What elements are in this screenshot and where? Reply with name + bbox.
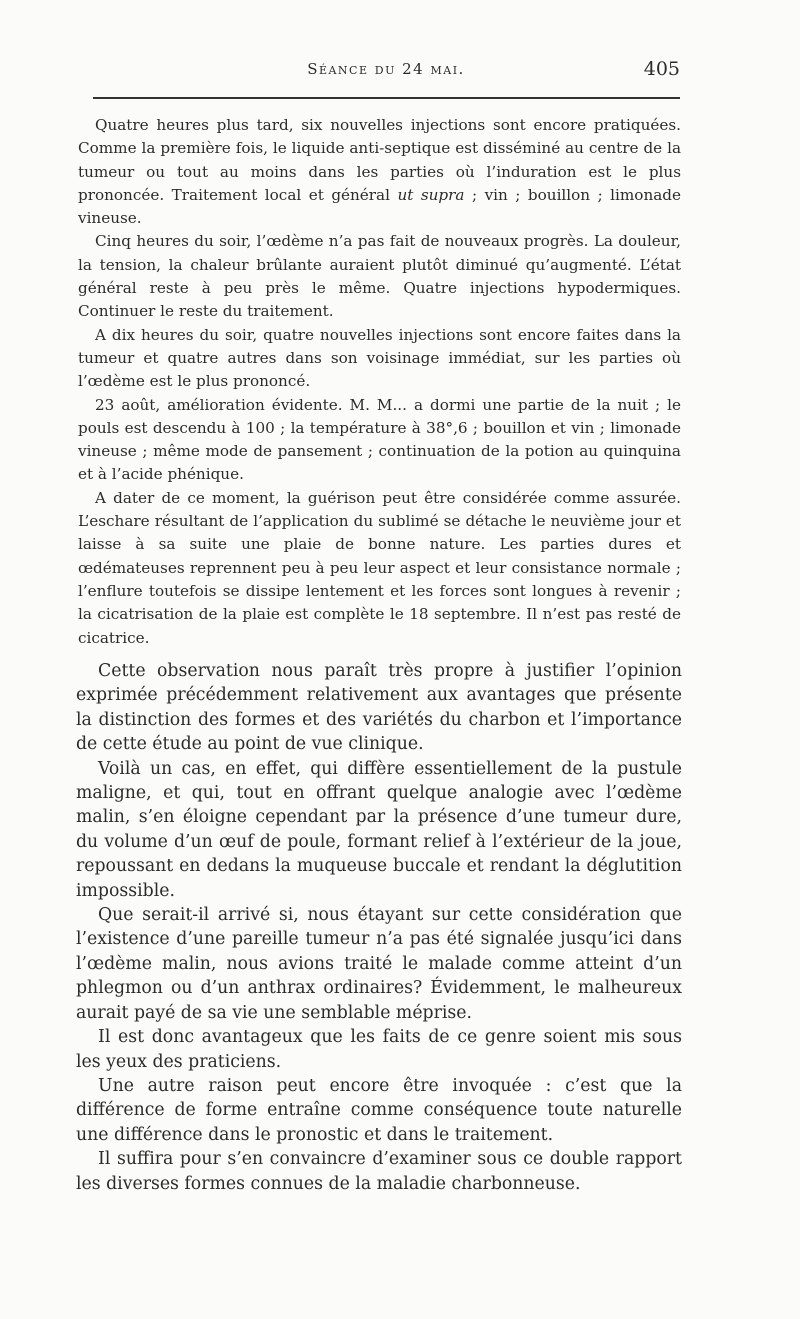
observation-paragraph: 23 août, amélioration évidente. M. M... a dormi une partie de la nuit ; le pouls est descendu à 100 ; la température à 38°,6 ; bouillon et vin ; limonade vineuse ; même mode de pansement ; continuation de la potion au quinquina et à l’acide phénique. (78, 395, 681, 484)
discussion-paragraph: Une autre raison peut encore être invoquée : c’est que la différence de forme entraîne comme conséquence toute naturelle une différence dans le pronostic et dans le traitement. (76, 1075, 682, 1145)
discussion-paragraph: Que serait-il arrivé si, nous étayant sur cette considération que l’existence d’une pareille tumeur n’a pas été signalée jusqu’ici dans l’œdème malin, nous avions traité le malade comme atteint d’un phlegmon ou d’un anthrax ordinaires? Évidemment, le malheureux aurait payé de sa vie une semblable méprise. (76, 905, 682, 1023)
observation-paragraph: A dater de ce moment, la guérison peut être considérée comme assurée. L’eschare résultant de l’application du sublimé se détache le neuvième jour et laisse à sa suite une plaie de bonne nature. Les parties dures et œdémateuses reprennent peu à peu leur aspect et leur consistance normale ; l’enflure toutefois se dissipe lentement et les forces sont longues à revenir ; la cicatrisation de la plaie est complète le 18 septembre. Il n’est pas resté de cicatrice. (78, 488, 681, 647)
header-rule (93, 97, 680, 99)
discussion-text (76, 659, 682, 1196)
page-header (92, 60, 680, 88)
discussion-paragraph: Cette observation nous paraît très propre à justifier l’opinion exprimée précédemment relativement aux avantages que présente la distinction des formes et des variétés du charbon et l’importance de cette étude au point de vue clinique. (76, 661, 682, 755)
observation-text (78, 114, 681, 650)
observation-paragraph: Quatre heures plus tard, six nouvelles injections sont encore pratiquées. Comme la première fois, le liquide anti-septique est disséminé au centre de la tumeur ou tout au moins dans les parties où l’induration est le plus prononcée. Traitement local et général ut supra ; vin ; bouillon ; limonade vineuse. (78, 116, 681, 228)
discussion-paragraph: Il suffira pour s’en convaincre d’examiner sous ce double rapport les diverses formes connues de la maladie charbonneuse. (76, 1149, 682, 1194)
discussion-paragraph: Il est donc avantageux que les faits de ce genre soient mis sous les yeux des praticiens. (76, 1027, 682, 1072)
observation-paragraph: A dix heures du soir, quatre nouvelles injections sont encore faites dans la tumeur et quatre autres dans son voisinage immédiat, sur les parties où l’œdème est le plus prononcé. (78, 325, 681, 391)
discussion-paragraph: Voilà un cas, en effet, qui diffère essentiellement de la pustule maligne, et qui, tout en offrant quelque analogie avec l’œdème malin, s’en éloigne cependant par la présence d’une tumeur dure, du volume d’un œuf de poule, formant relief à l’extérieur de la joue, repoussant en dedans la muqueuse buccale et rendant la déglutition impossible. (76, 758, 682, 901)
observation-paragraph: Cinq heures du soir, l’œdème n’a pas fait de nouveaux progrès. La douleur, la tension, la chaleur brûlante auraient plutôt diminué qu’augmenté. L’état général reste à peu près le même. Quatre injections hypodermiques. Continuer le reste du traitement. (78, 232, 681, 321)
page-number: 405 (643, 58, 680, 80)
running-title: Séance du 24 mai. (307, 60, 465, 78)
